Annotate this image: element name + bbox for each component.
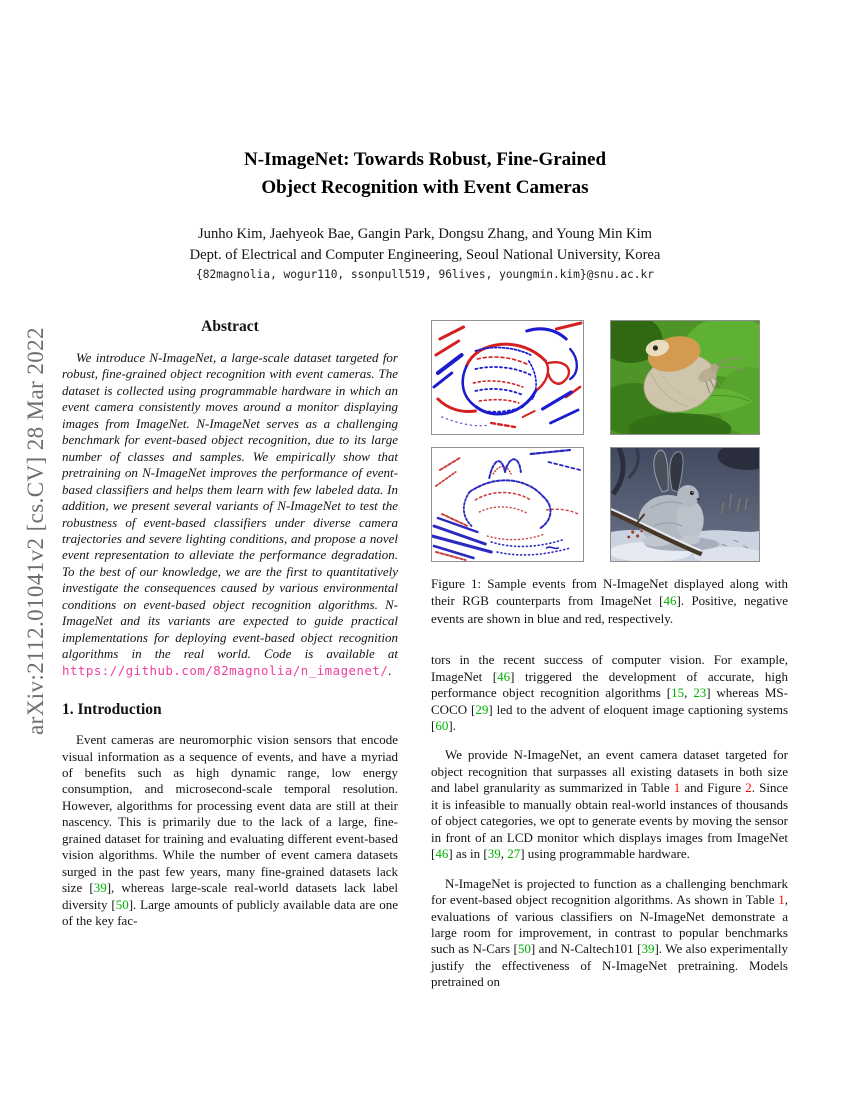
- rgb-hare-painting-art: [611, 448, 759, 561]
- abstract-text: [62, 350, 398, 679]
- text-segment: ,: [684, 685, 694, 701]
- citation-link[interactable]: 23: [693, 685, 707, 701]
- rgb-butterfly-art: [611, 321, 759, 434]
- introduction-heading: 1. Introduction: [62, 701, 162, 719]
- figure-1-caption: [431, 575, 788, 627]
- text-segment: ].: [448, 718, 456, 734]
- citation-link[interactable]: 39: [93, 880, 107, 896]
- text-segment: ] using programmable hardware.: [520, 846, 690, 862]
- citation-link[interactable]: 29: [475, 701, 489, 717]
- text-segment: .: [388, 662, 392, 678]
- event-butterfly-art: [432, 321, 583, 434]
- text-segment: Event cameras are neuromorphic vision sensors that encode visual information as a sequence of events, and have a myriad of benefits such as high dynamic range, low energy consumption, and microsecond-scale temporal resolution. However, algorithms for processing event data are still at their nascency. This is primarily due to the lack of a large, fine-grained dataset for training and evaluating different event-based vision algorithms. While the number of event camera datasets surged in the past few years, many fine-grained datasets lack size [: [62, 732, 398, 896]
- citation-link[interactable]: 46: [497, 668, 511, 684]
- text-segment: ] and N-Caltech101 [: [530, 941, 642, 957]
- text-segment: ] triggered the development of accurate, high performance object recognition algorithms [: [431, 668, 788, 701]
- citation-link[interactable]: 15: [671, 685, 685, 701]
- left-column: [62, 318, 398, 943]
- internal-ref-link[interactable]: 2: [745, 780, 752, 796]
- title-block: [62, 146, 788, 281]
- abstract-heading: Abstract: [201, 318, 259, 335]
- text-segment: We provide N-ImageNet, an event camera dataset targeted for object recognition that surpasses all existing datasets in both size and label granularity as summarized in Table: [431, 747, 788, 796]
- internal-ref-link[interactable]: 1: [778, 892, 785, 908]
- rgb-hare-painting-image: [610, 447, 760, 562]
- text-segment: ]. We also experimentally justify the effectiveness of N-ImageNet pretraining. Models pretrained on: [431, 941, 788, 990]
- body-paragraph-3: [431, 876, 788, 991]
- paper-title-line1: N-ImageNet: Towards Robust, Fine-Grained: [243, 149, 607, 170]
- figure-1-grid: [431, 320, 788, 562]
- text-segment: , evaluations of various classifiers on N-ImageNet demonstrate a large room for improvement, in contrast to popular benchmarks such as N-Cars [: [431, 892, 788, 957]
- text-segment: tors in the recent success of computer vision. For example, ImageNet [: [431, 652, 788, 684]
- text-segment: ], whereas large-scale real-world datasets lack label diversity [: [62, 880, 398, 912]
- citation-link[interactable]: 39: [641, 941, 655, 957]
- text-segment: We introduce N-ImageNet, a large-scale dataset targeted for robust, fine-grained object recognition with event cameras. The dataset is collected using programmable hardware in which an event camera consistently moves around a monitor displaying images from ImageNet. N-ImageNet serves as a challenging benchmark for event-based object recognition, due to its large number of classes and samples. We empirically show that pretraining on N-ImageNet improves the performance of event-based classifiers and helps them learn with few labeled data. In addition, we present several variants of N-ImageNet to test the robustness of event-based classifiers under diverse camera trajectories and severe lighting conditions, and propose a novel event representation to alleviate the performance degradation. To the best of our knowledge, we are the first to quantitatively investigate the consequences caused by various environmental conditions on event-based object recognition algorithms. N-ImageNet and its variants are expected to guide practical implementations for deploying event-based object recognition algorithms in the real world. Code is available at: [62, 350, 398, 662]
- paper-title: [62, 146, 788, 201]
- text-segment: ] led to the advent of eloquent image captioning systems [: [431, 701, 789, 734]
- body-paragraph-1: [431, 652, 788, 734]
- body-paragraph-2: [431, 747, 788, 862]
- citation-link[interactable]: 50: [517, 941, 531, 957]
- event-hare-art: [432, 448, 583, 561]
- arxiv-banner-text: arXiv:2112.01041v2 [cs.CV] 28 Mar 2022: [23, 327, 48, 735]
- event-butterfly-image: [431, 320, 584, 435]
- text-segment: ] whereas MS-COCO [: [431, 685, 788, 717]
- citation-link[interactable]: 39: [487, 846, 501, 862]
- text-segment: ]. Positive, negative events are shown in blue and red, respectively.: [431, 593, 788, 626]
- text-segment: N-ImageNet is projected to function as a challenging benchmark for event-based object recognition algorithms. As shown in Table: [431, 875, 788, 908]
- authors-line: Junho Kim, Jaehyeok Bae, Gangin Park, Dongsu Zhang, and Young Min Kim: [198, 226, 652, 242]
- text-segment: Figure 1: Sample events from N-ImageNet displayed along with their RGB counterparts from ImageNet [: [431, 576, 788, 609]
- figure-1: [431, 320, 788, 627]
- text-segment: ] as in [: [448, 846, 488, 862]
- citation-link[interactable]: 50: [115, 896, 129, 912]
- right-column: [431, 320, 788, 1004]
- event-hare-image: [431, 447, 584, 562]
- text-segment: ]. Large amounts of publicly available data are one of the key fac-: [62, 896, 398, 929]
- citation-link[interactable]: 46: [663, 593, 677, 609]
- citation-link[interactable]: 27: [507, 846, 521, 862]
- citation-link[interactable]: 46: [435, 846, 449, 862]
- introduction-paragraph: [62, 732, 398, 929]
- text-segment: ,: [500, 846, 508, 862]
- text-segment: and Figure: [680, 780, 746, 796]
- internal-ref-link[interactable]: 1: [673, 780, 681, 796]
- text-segment: . Since it is infeasible to manually obtain real-world instances of thousands of object categories, we opt to generate events by moving the sensor in front of an LCD monitor which displays images from ImageNet [: [431, 780, 788, 862]
- citation-link[interactable]: 60: [435, 718, 449, 734]
- affiliation-line: Dept. of Electrical and Computer Engineering, Seoul National University, Korea: [189, 247, 661, 263]
- rgb-butterfly-image: [610, 320, 760, 435]
- emails-line: {82magnolia, wogur110, ssonpull519, 96lives, youngmin.kim}@snu.ac.kr: [195, 268, 654, 281]
- arxiv-banner: [23, 301, 49, 761]
- paper-title-line2: Object Recognition with Event Cameras: [261, 176, 589, 198]
- url-link[interactable]: https://github.com/82magnolia/n_imagenet/: [62, 662, 389, 678]
